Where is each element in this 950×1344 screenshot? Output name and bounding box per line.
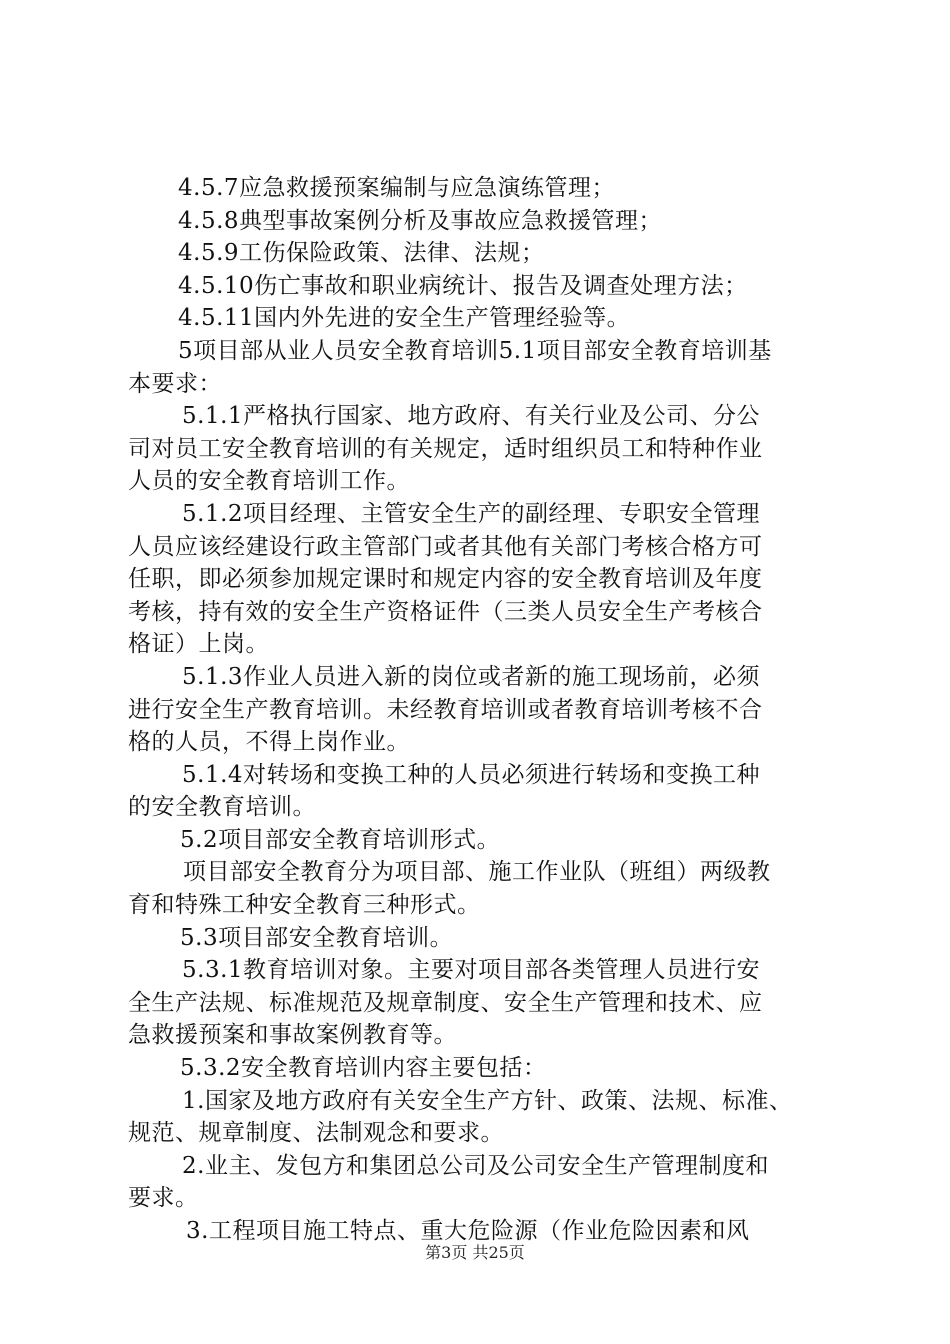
text-line: 的安全教育培训。 [128,794,316,821]
text-line: 规范、规章制度、法制观念和要求。 [128,1120,504,1147]
text-line: 人员应该经建设行政主管部门或者其他有关部门考核合格方可 [128,533,763,560]
text-line: 5.2项目部安全教育培训形式。 [180,826,501,853]
text-line: 4.5.7应急救援预案编制与应急演练管理； [178,175,616,201]
text-line: 5.3.2安全教育培训内容主要包括： [180,1055,547,1082]
text-line: 5.1.3作业人员进入新的岗位或者新的施工现场前，必须 [182,663,761,690]
text-line: 4.5.8典型事故案例分析及事故应急救援管理； [178,207,663,234]
text-line: 5.3项目部安全教育培训。 [180,924,454,951]
text-line: 司对员工安全教育培训的有关规定，适时组织员工和特种作业 [128,435,763,462]
text-line: 5.3.1教育培训对象。主要对项目部各类管理人员进行安 [182,957,761,984]
text-line: 急救援预案和事故案例教育等。 [128,1022,457,1049]
text-line: 项目部安全教育分为项目部、施工作业队（班组）两级教 [183,859,771,886]
text-line: 5.1.1严格执行国家、地方政府、有关行业及公司、分公 [182,403,761,430]
text-line: 要求。 [128,1185,199,1212]
text-line: 4.5.10伤亡事故和职业病统计、报告及调查处理方法； [178,272,748,299]
text-line: 4.5.9工伤保险政策、法律、法规； [178,240,545,267]
text-line: 本要求： [128,370,222,397]
text-line: 进行安全生产教育培训。未经教育培训或者教育培训考核不合 [128,696,763,723]
text-line: 人员的安全教育培训工作。 [128,468,410,495]
text-line: 5.1.2项目经理、主管安全生产的副经理、专职安全管理 [182,500,761,527]
text-line: 格证）上岗。 [128,631,269,658]
text-line: 育和特殊工种安全教育三种形式。 [128,892,481,919]
text-line: 全生产法规、标准规范及规章制度、安全生产管理和技术、应 [128,989,763,1016]
text-line: 2.业主、发包方和集团总公司及公司安全生产管理制度和 [182,1152,769,1179]
page-number-text: 第3页 共25页 [425,1243,525,1262]
page-footer [0,1243,950,1263]
text-line: 任职，即必须参加规定课时和规定内容的安全教育培训及年度 [128,566,763,593]
text-line: 5.1.4对转场和变换工种的人员必须进行转场和变换工种 [182,761,761,788]
text-line: 5项目部从业人员安全教育培训5.1项目部安全教育培训基 [178,337,772,364]
text-line: 考核，持有效的安全生产资格证件（三类人员安全生产考核合 [128,598,763,625]
text-line: 1.国家及地方政府有关安全生产方针、政策、法规、标准、 [182,1087,793,1114]
text-line: 3.工程项目施工特点、重大危险源（作业危险因素和风 [186,1218,750,1244]
text-line: 4.5.11国内外先进的安全生产管理经验等。 [178,305,631,332]
document-body [128,172,848,1248]
text-line: 格的人员，不得上岗作业。 [128,729,410,756]
